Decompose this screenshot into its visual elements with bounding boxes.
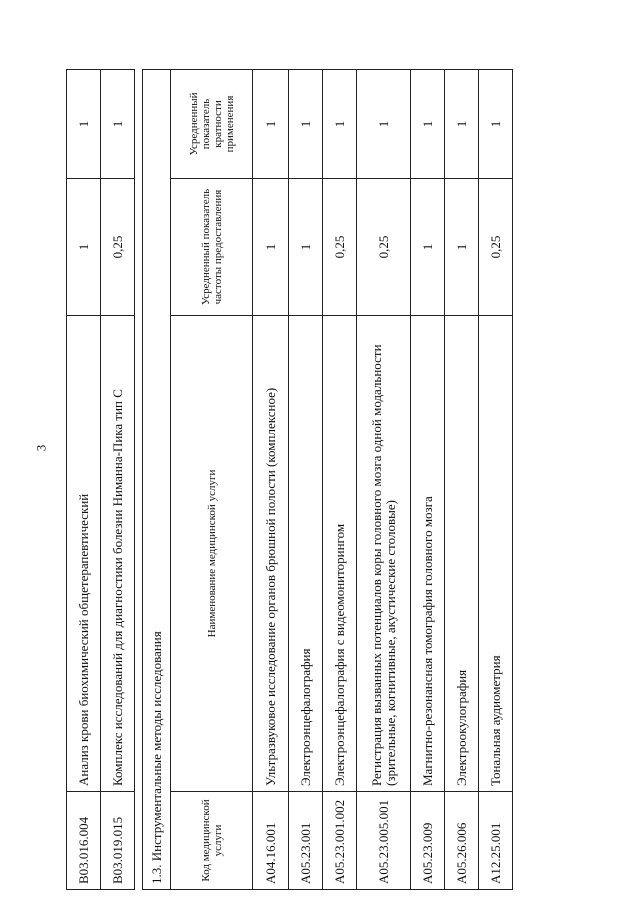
service-name: Комплекс исследований для диагностики болезни Ниманна-Пика тип С — [101, 316, 135, 792]
frequency-value: 0,25 — [101, 179, 135, 316]
service-name: Регистрация вызванных потенциалов коры головного мозга одной модальности (зрительные, когнитивные, акустические столовые) — [357, 316, 411, 792]
multiplicity-value: 1 — [411, 69, 445, 178]
multiplicity-value: 1 — [445, 69, 479, 178]
frequency-value: 1 — [67, 179, 101, 316]
service-name: Анализ крови биохимический общетерапевтический — [67, 316, 101, 792]
service-code: B03.019.015 — [101, 792, 135, 890]
header-name: Наименование медицинской услуги — [171, 316, 253, 792]
table-row — [479, 69, 513, 889]
header-multiplicity: Усредненный показатель кратности применения — [171, 69, 253, 178]
multiplicity-value: 1 — [253, 69, 289, 178]
rotated-content — [66, 70, 640, 890]
service-code: A05.23.005.001 — [357, 792, 411, 890]
service-code: A05.23.001.002 — [323, 792, 357, 890]
header-row — [171, 69, 253, 889]
lab-tests-table — [66, 69, 135, 890]
page-number: 3 — [33, 444, 49, 452]
instrumental-methods-table — [142, 69, 513, 890]
header-frequency: Усредненный показатель частоты предоставления — [171, 179, 253, 316]
service-code: A04.16.001 — [253, 792, 289, 890]
frequency-value: 1 — [445, 179, 479, 316]
service-name: Электроокулография — [445, 316, 479, 792]
frequency-value: 0,25 — [323, 179, 357, 316]
service-name: Электроэнцефалография — [289, 316, 323, 792]
multiplicity-value: 1 — [101, 70, 135, 179]
service-name: Ультразвуковое исследование органов брюшной полости (комплексное) — [253, 316, 289, 792]
table-row — [253, 69, 289, 889]
frequency-value: 0,25 — [479, 179, 513, 316]
multiplicity-value: 1 — [289, 69, 323, 178]
table-row — [289, 69, 323, 889]
multiplicity-value: 1 — [479, 69, 513, 178]
table-row — [101, 70, 135, 890]
multiplicity-value: 1 — [67, 70, 101, 179]
header-code: Код медицинской услуги — [171, 792, 253, 890]
service-code: B03.016.004 — [67, 792, 101, 890]
section-title: 1.3. Инструментальные методы исследования — [143, 69, 171, 889]
service-code: A12.25.001 — [479, 792, 513, 890]
table-row — [445, 69, 479, 889]
table-row — [323, 69, 357, 889]
frequency-value: 0,25 — [357, 179, 411, 316]
service-name: Электроэнцефалография с видеомониторингом — [323, 316, 357, 792]
service-code: A05.23.009 — [411, 792, 445, 890]
service-name: Тональная аудиометрия — [479, 316, 513, 792]
frequency-value: 1 — [289, 179, 323, 316]
multiplicity-value: 1 — [357, 69, 411, 178]
frequency-value: 1 — [411, 179, 445, 316]
multiplicity-value: 1 — [323, 69, 357, 178]
table-row — [411, 69, 445, 889]
service-code: A05.23.001 — [289, 792, 323, 890]
table-row — [67, 70, 101, 890]
service-code: A05.26.006 — [445, 792, 479, 890]
service-name: Магнитно-резонансная томография головного мозга — [411, 316, 445, 792]
table-row — [357, 69, 411, 889]
frequency-value: 1 — [253, 179, 289, 316]
section-row — [143, 69, 171, 889]
